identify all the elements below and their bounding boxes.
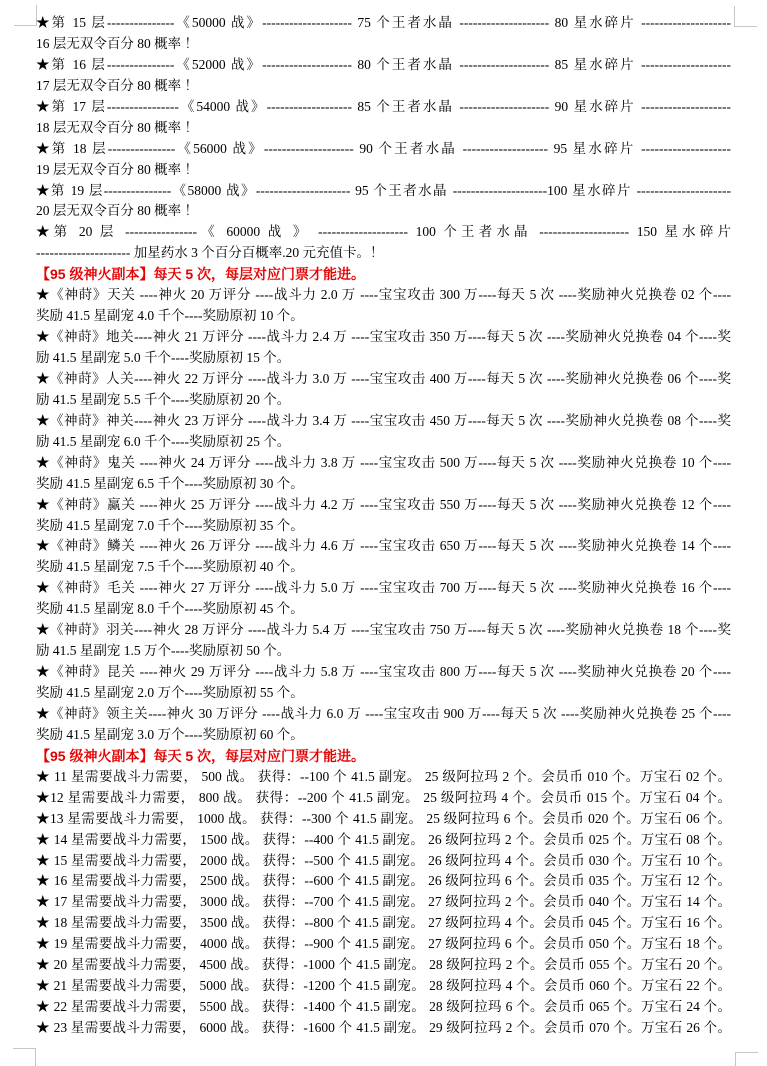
text-line: 奖励 41.5 星副宠 7.0 千个----奖励原初 35 个。 [36,517,304,533]
section-header: 【95 级神火副本】每天 5 次，每层对应门票才能进。 [36,747,366,764]
text-line: ★第 18 层---------------《56000 战》-------------------- 90 个王者水晶 ------------------- 95 星水碎片 -------------------- [36,140,731,156]
text-line: 奖励 41.5 星副宠 3.0 万个----奖励原初 60 个。 [36,726,304,742]
text-line: 16 层无双令百分 80 概率 ！ [36,35,198,51]
text-line: 奖励 41.5 星副宠 8.0 千个----奖励原初 45 个。 [36,601,304,617]
text-line: ★ 16 星需要战斗力需要， 2500 战。 获得：--600 个 41.5 副宠。 26 级阿拉玛 6 个。会员币 035 个。万宝石 12 个。 [36,873,731,889]
text-line: ★《神莳》昆关 ----神火 29 万评分 ----战斗力 5.8 万 ----宝宝攻击 800 万----每天 5 次 ----奖励神火兑换卷 20 个---- [36,664,731,680]
text-line: ★12 星需要战斗力需要， 800 战。 获得：--200 个 41.5 副宠。 25 级阿拉玛 4 个。会员币 015 个。万宝石 04 个。 [36,789,731,805]
text-line: 励 41.5 星副宠 5.0 千个----奖励原初 15 个。 [36,350,291,365]
text-line: ★《神莳》人关----神火 22 万评分 ----战斗力 3.0 万 ----宝宝攻击 400 万----每天 5 次 ----奖励神火兑换卷 06 个----奖 [36,370,731,386]
text-line: ★《神莳》地关----神火 21 万评分 ----战斗力 2.4 万 ----宝宝攻击 350 万----每天 5 次 ----奖励神火兑换卷 04 个----奖 [36,329,731,345]
text-line: 18 层无双令百分 80 概率 ！ [36,119,198,135]
crop-mark-top-right [734,6,757,27]
text-line: ★第 19 层---------------《58000 战》--------------------- 95 个王者水晶 ---------------------100 星水碎片 --------------------- [36,182,731,198]
text-line: 励 41.5 星副宠 5.5 千个----奖励原初 20 个。 [36,391,291,407]
text-line: ★第 15 层---------------《50000 战》-------------------- 75 个王者水晶 -------------------- 80 星水碎片 -------------------- [36,15,731,30]
text-line: ★ 17 星需要战斗力需要， 3000 战。 获得：--700 个 41.5 副宠。 27 级阿拉玛 2 个。会员币 040 个。万宝石 14 个。 [36,894,731,910]
crop-mark-top-left [14,5,37,26]
text-line: ★第 16 层---------------《52000 战》-------------------- 80 个王者水晶 -------------------- 85 星水碎片 -------------------- [36,56,731,72]
text-line: ★第 17 层----------------《54000 战》------------------- 85 个王者水晶 -------------------- 90 星水碎片 -------------------- [36,98,731,114]
text-line: 励 41.5 星副宠 6.0 千个----奖励原初 25 个。 [36,433,291,449]
text-line: ★ 20 星需要战斗力需要， 4500 战。 获得：-1000 个 41.5 副宠。 28 级阿拉玛 2 个。会员币 055 个。万宝石 20 个。 [36,957,731,973]
text-line: ★《神莳》鬼关 ----神火 24 万评分 ----战斗力 3.8 万 ----宝宝攻击 500 万----每天 5 次 ----奖励神火兑换卷 10 个---- [36,454,731,470]
text-line: ★ 23 星需要战斗力需要， 6000 战。 获得：-1600 个 41.5 副宠。 29 级阿拉玛 2 个。会员币 070 个。万宝石 26 个。 [36,1020,731,1035]
crop-mark-bottom-left [13,1048,36,1066]
text-line: ★第 20 层 ----------------《 60000 战 》 -------------------- 100 个王者水晶 -------------------- 150 星水碎片 [36,224,731,240]
text-line: ★《神莳》羽关----神火 28 万评分 ----战斗力 5.4 万 ----宝宝攻击 750 万----每天 5 次 ----奖励神火兑换卷 18 个----奖 [36,622,731,638]
text-line: 奖励 41.5 星副宠 6.5 千个----奖励原初 30 个。 [36,475,304,491]
text-line: ★《神莳》赢关 ----神火 25 万评分 ----战斗力 4.2 万 ----宝宝攻击 550 万----每天 5 次 ----奖励神火兑换卷 12 个---- [36,496,731,512]
text-line: ★《神莳》毛关 ----神火 27 万评分 ----战斗力 5.0 万 ----宝宝攻击 700 万----每天 5 次 ----奖励神火兑换卷 16 个---- [36,580,731,596]
text-line: ★ 15 星需要战斗力需要， 2000 战。 获得：--500 个 41.5 副宠。 26 级阿拉玛 4 个。会员币 030 个。万宝石 10 个。 [36,852,731,868]
text-line: ★《神莳》领主关----神火 30 万评分 ----战斗力 6.0 万 ----宝宝攻击 900 万----每天 5 次 ----奖励神火兑换卷 25 个---- [36,705,731,721]
text-line: ★ 22 星需要战斗力需要， 5500 战。 获得：-1400 个 41.5 副宠。 28 级阿拉玛 6 个。会员币 065 个。万宝石 24 个。 [36,999,731,1015]
text-line: ★ 11 星需要战斗力需要， 500 战。 获得：--100 个 41.5 副宠。 25 级阿拉玛 2 个。会员币 010 个。万宝石 02 个。 [36,768,731,784]
text-line: 19 层无双令百分 80 概率 ！ [36,161,198,177]
text-line: ★ 21 星需要战斗力需要， 5000 战。 获得：-1200 个 41.5 副宠。 28 级阿拉玛 4 个。会员币 060 个。万宝石 22 个。 [36,978,731,994]
section-header: 【95 级神火副本】每天 5 次，每层对应门票才能进。 [36,266,366,283]
text-line: ★ 19 星需要战斗力需要， 4000 战。 获得：--900 个 41.5 副宠。 27 级阿拉玛 6 个。会员币 050 个。万宝石 18 个。 [36,936,731,952]
text-line: 17 层无双令百分 80 概率 ！ [36,77,198,93]
text-line: 奖励 41.5 星副宠 4.0 千个----奖励原初 10 个。 [36,308,304,324]
text-line: ★《神莳》鳞关 ----神火 26 万评分 ----战斗力 4.6 万 ----宝宝攻击 650 万----每天 5 次 ----奖励神火兑换卷 14 个---- [36,538,731,554]
text-line: ★ 18 星需要战斗力需要， 3500 战。 获得：--800 个 41.5 副宠。 27 级阿拉玛 4 个。会员币 045 个。万宝石 16 个。 [36,915,731,931]
text-line: 奖励 41.5 星副宠 7.5 千个----奖励原初 40 个。 [36,559,304,575]
text-line: ★《神莳》神关----神火 23 万评分 ----战斗力 3.4 万 ----宝宝攻击 450 万----每天 5 次 ----奖励神火兑换卷 08 个----奖 [36,412,731,428]
text-line: ★13 星需要战斗力需要， 1000 战。 获得：--300 个 41.5 副宠。 25 级阿拉玛 6 个。会员币 020 个。万宝石 06 个。 [36,810,731,826]
text-line: ★《神莳》天关 ----神火 20 万评分 ----战斗力 2.0 万 ----宝宝攻击 300 万----每天 5 次 ----奖励神火兑换卷 02 个---- [36,287,731,303]
text-line: 励 41.5 星副宠 1.5 万个----奖励原初 50 个。 [36,643,291,659]
text-line: 20 层无双令百分 80 概率 ！ [36,203,198,219]
text-line: --------------------- 加星药水 3 个百分百概率.20 元充值卡。！ [36,245,384,261]
text-line: 奖励 41.5 星副宠 2.0 万个----奖励原初 55 个。 [36,685,304,700]
crop-mark-bottom-right [735,1052,758,1066]
document-content [36,13,731,1039]
text-line: ★ 14 星需要战斗力需要， 1500 战。 获得：--400 个 41.5 副宠。 26 级阿拉玛 2 个。会员币 025 个。万宝石 08 个。 [36,831,731,847]
